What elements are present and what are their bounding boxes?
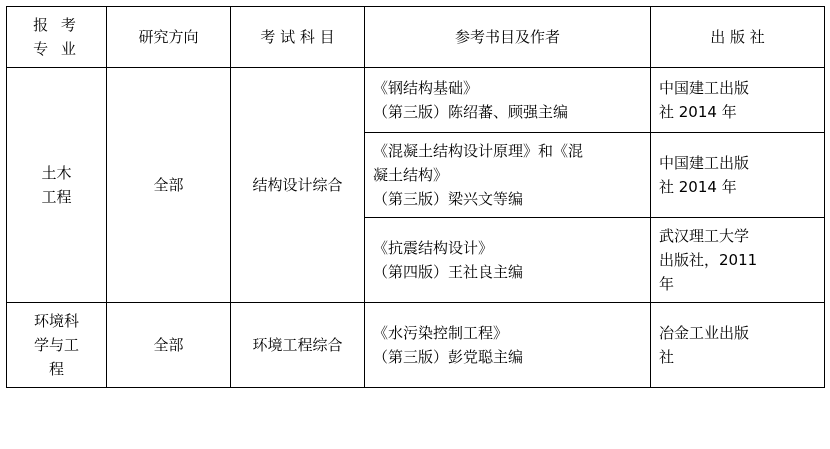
publisher-line: 社 2014 年 xyxy=(659,103,737,121)
column-header-major-line1: 报 考 xyxy=(33,16,80,34)
publisher-line: 中国建工出版 xyxy=(659,154,750,172)
exam-reference-table xyxy=(6,6,825,388)
book-title-line: （第三版）彭党聪主编 xyxy=(373,348,524,366)
table-row xyxy=(7,303,825,388)
major-line-2: 学与工 xyxy=(33,336,79,354)
major-line-1: 土木 xyxy=(41,164,72,182)
cell-subject-civil: 结构设计综合 xyxy=(231,68,365,303)
book-title-line: （第三版）陈绍蕃、顾强主编 xyxy=(373,103,569,121)
cell-major-environmental-engineering xyxy=(7,303,107,388)
column-header-books: 参考书目及作者 xyxy=(365,7,651,68)
publisher-line: 年 xyxy=(659,275,675,293)
cell-subject-environmental: 环境工程综合 xyxy=(231,303,365,388)
book-title-line: 《钢结构基础》 xyxy=(373,79,479,97)
cell-book-title xyxy=(365,68,651,133)
publisher-line: 出版社，2011 xyxy=(659,251,758,269)
cell-publisher xyxy=(651,133,825,218)
document-page xyxy=(0,6,830,449)
table-header xyxy=(7,7,825,68)
column-header-publisher: 出 版 社 xyxy=(651,7,825,68)
column-header-subject: 考 试 科 目 xyxy=(231,7,365,68)
cell-publisher xyxy=(651,218,825,303)
cell-direction-environmental: 全部 xyxy=(107,303,231,388)
table-header-row xyxy=(7,7,825,68)
book-title-line: 凝土结构》 xyxy=(373,166,449,184)
table-body xyxy=(7,68,825,388)
publisher-line: 武汉理工大学 xyxy=(659,227,750,245)
book-title-line: （第四版）王社良主编 xyxy=(373,263,524,281)
publisher-line: 社 2014 年 xyxy=(659,178,737,196)
publisher-line: 中国建工出版 xyxy=(659,79,750,97)
cell-publisher xyxy=(651,68,825,133)
column-header-direction: 研究方向 xyxy=(107,7,231,68)
table-row xyxy=(7,68,825,133)
column-header-major-line2: 专 业 xyxy=(33,40,80,58)
cell-major-civil-engineering xyxy=(7,68,107,303)
cell-publisher xyxy=(651,303,825,388)
publisher-line: 社 xyxy=(659,348,675,366)
cell-book-title xyxy=(365,218,651,303)
book-title-line: 《混凝土结构设计原理》和《混 xyxy=(373,142,584,160)
major-line-2: 工程 xyxy=(41,188,72,206)
column-header-major xyxy=(7,7,107,68)
major-line-3: 程 xyxy=(48,360,64,378)
book-title-line: （第三版）梁兴文等编 xyxy=(373,190,524,208)
cell-book-title xyxy=(365,133,651,218)
major-line-1: 环境科 xyxy=(33,312,79,330)
book-title-line: 《抗震结构设计》 xyxy=(373,239,494,257)
cell-direction-civil: 全部 xyxy=(107,68,231,303)
cell-book-title xyxy=(365,303,651,388)
publisher-line: 冶金工业出版 xyxy=(659,324,750,342)
book-title-line: 《水污染控制工程》 xyxy=(373,324,509,342)
